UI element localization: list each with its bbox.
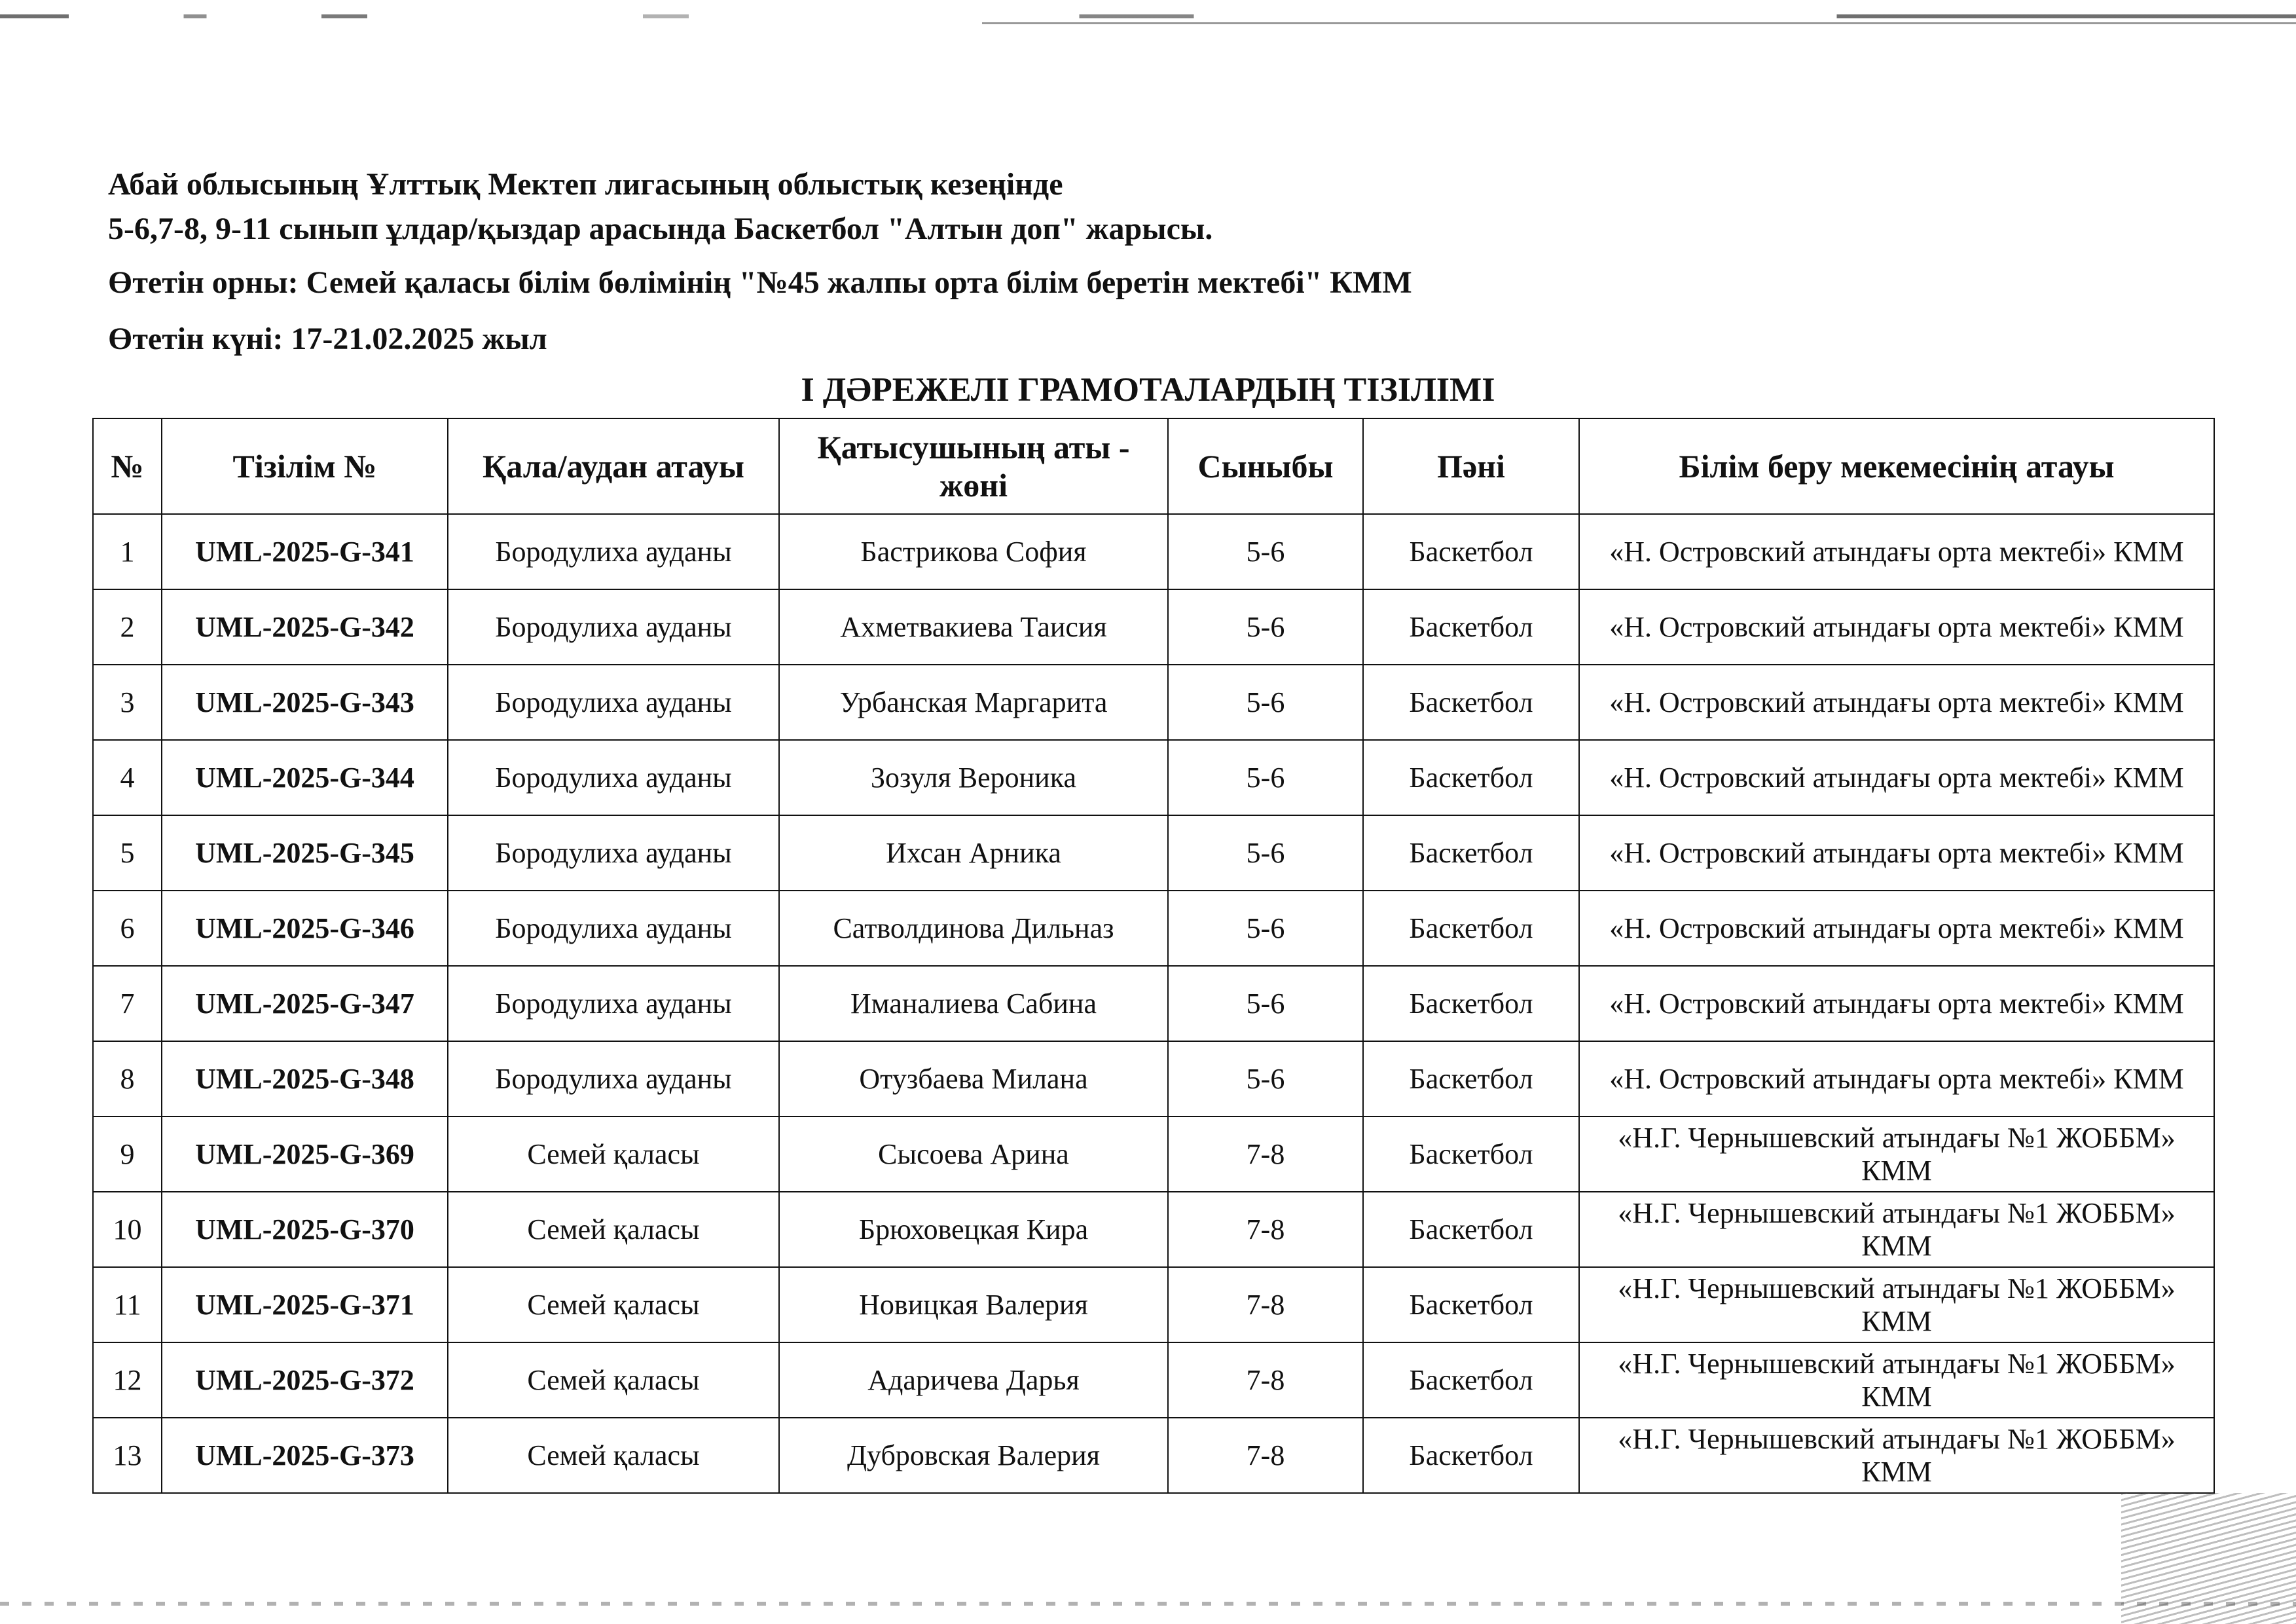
cell-name: Ахметвакиева Таисия xyxy=(779,589,1168,665)
cell-reg: UML-2025-G-369 xyxy=(162,1116,448,1192)
cell-district: Бородулиха ауданы xyxy=(448,966,779,1041)
cell-reg: UML-2025-G-348 xyxy=(162,1041,448,1116)
cell-subject: Баскетбол xyxy=(1363,740,1579,815)
cell-n: 5 xyxy=(93,815,162,891)
table-row xyxy=(93,1418,2214,1493)
table-row xyxy=(93,1342,2214,1418)
cell-name: Адаричева Дарья xyxy=(779,1342,1168,1418)
cell-subject: Баскетбол xyxy=(1363,1418,1579,1493)
cell-reg: UML-2025-G-372 xyxy=(162,1342,448,1418)
cell-subject: Баскетбол xyxy=(1363,1342,1579,1418)
cell-district: Семей қаласы xyxy=(448,1116,779,1192)
cell-subject: Баскетбол xyxy=(1363,891,1579,966)
cell-subject: Баскетбол xyxy=(1363,1116,1579,1192)
cell-grade: 7-8 xyxy=(1168,1192,1363,1267)
header-line-1: Абай облысының Ұлттық Мектеп лигасының облыстық кезеңінде xyxy=(108,167,1063,202)
table-header-row xyxy=(93,418,2214,514)
cell-org: «Н. Островский атындағы орта мектебі» КММ xyxy=(1579,1041,2214,1116)
table-row xyxy=(93,1041,2214,1116)
cell-district: Бородулиха ауданы xyxy=(448,1041,779,1116)
table-row xyxy=(93,1192,2214,1267)
cell-district: Бородулиха ауданы xyxy=(448,891,779,966)
cell-org: «Н.Г. Чернышевский атындағы №1 ЖОББМ» КММ xyxy=(1579,1192,2214,1267)
cell-grade: 5-6 xyxy=(1168,665,1363,740)
cell-subject: Баскетбол xyxy=(1363,589,1579,665)
table-row xyxy=(93,1267,2214,1342)
cell-subject: Баскетбол xyxy=(1363,514,1579,589)
cell-org: «Н. Островский атындағы орта мектебі» КММ xyxy=(1579,589,2214,665)
cell-org: «Н.Г. Чернышевский атындағы №1 ЖОББМ» КММ xyxy=(1579,1116,2214,1192)
cell-subject: Баскетбол xyxy=(1363,966,1579,1041)
table-row xyxy=(93,891,2214,966)
cell-district: Семей қаласы xyxy=(448,1192,779,1267)
cell-reg: UML-2025-G-373 xyxy=(162,1418,448,1493)
cell-reg: UML-2025-G-371 xyxy=(162,1267,448,1342)
cell-subject: Баскетбол xyxy=(1363,1267,1579,1342)
date-line: Өтетін күні: 17-21.02.2025 жыл xyxy=(108,322,547,356)
cell-n: 7 xyxy=(93,966,162,1041)
cell-name: Урбанская Маргарита xyxy=(779,665,1168,740)
cell-reg: UML-2025-G-344 xyxy=(162,740,448,815)
cell-org: «Н.Г. Чернышевский атындағы №1 ЖОББМ» КММ xyxy=(1579,1418,2214,1493)
cell-reg: UML-2025-G-347 xyxy=(162,966,448,1041)
cell-district: Бородулиха ауданы xyxy=(448,514,779,589)
cell-name: Ихсан Арника xyxy=(779,815,1168,891)
column-header: Пәні xyxy=(1363,418,1579,514)
cell-district: Бородулиха ауданы xyxy=(448,665,779,740)
cell-org: «Н.Г. Чернышевский атындағы №1 ЖОББМ» КММ xyxy=(1579,1342,2214,1418)
cell-org: «Н. Островский атындағы орта мектебі» КММ xyxy=(1579,740,2214,815)
cell-name: Новицкая Валерия xyxy=(779,1267,1168,1342)
column-header: № xyxy=(93,418,162,514)
cell-subject: Баскетбол xyxy=(1363,815,1579,891)
cell-n: 11 xyxy=(93,1267,162,1342)
cell-subject: Баскетбол xyxy=(1363,1192,1579,1267)
cell-grade: 5-6 xyxy=(1168,740,1363,815)
column-header: Тізілім № xyxy=(162,418,448,514)
cell-org: «Н. Островский атындағы орта мектебі» КММ xyxy=(1579,514,2214,589)
cell-subject: Баскетбол xyxy=(1363,665,1579,740)
cell-org: «Н. Островский атындағы орта мектебі» КММ xyxy=(1579,891,2214,966)
cell-n: 9 xyxy=(93,1116,162,1192)
cell-grade: 7-8 xyxy=(1168,1342,1363,1418)
scan-artifact-top-line xyxy=(982,22,2296,24)
column-header: Білім беру мекемесінің атауы xyxy=(1579,418,2214,514)
cell-grade: 5-6 xyxy=(1168,891,1363,966)
table-row xyxy=(93,514,2214,589)
cell-reg: UML-2025-G-370 xyxy=(162,1192,448,1267)
column-header: Қатысушының аты - жөні xyxy=(779,418,1168,514)
cell-grade: 5-6 xyxy=(1168,815,1363,891)
cell-name: Отузбаева Милана xyxy=(779,1041,1168,1116)
table-row xyxy=(93,665,2214,740)
cell-grade: 7-8 xyxy=(1168,1418,1363,1493)
table-row xyxy=(93,1116,2214,1192)
cell-n: 8 xyxy=(93,1041,162,1116)
cell-org: «Н. Островский атындағы орта мектебі» КММ xyxy=(1579,815,2214,891)
document-title: I ДӘРЕЖЕЛІ ГРАМОТАЛАРДЫҢ ТІЗІЛІМІ xyxy=(801,371,1495,409)
cell-n: 10 xyxy=(93,1192,162,1267)
cell-grade: 5-6 xyxy=(1168,514,1363,589)
table-row xyxy=(93,966,2214,1041)
cell-name: Зозуля Вероника xyxy=(779,740,1168,815)
cell-district: Семей қаласы xyxy=(448,1418,779,1493)
cell-name: Бастрикова София xyxy=(779,514,1168,589)
cell-org: «Н. Островский атындағы орта мектебі» КММ xyxy=(1579,966,2214,1041)
cell-n: 2 xyxy=(93,589,162,665)
cell-org: «Н. Островский атындағы орта мектебі» КММ xyxy=(1579,665,2214,740)
table-row xyxy=(93,815,2214,891)
scan-artifact-corner xyxy=(2121,1493,2296,1624)
column-header: Сыныбы xyxy=(1168,418,1363,514)
cell-district: Бородулиха ауданы xyxy=(448,815,779,891)
cell-reg: UML-2025-G-346 xyxy=(162,891,448,966)
cell-org: «Н.Г. Чернышевский атындағы №1 ЖОББМ» КММ xyxy=(1579,1267,2214,1342)
cell-reg: UML-2025-G-342 xyxy=(162,589,448,665)
cell-district: Бородулиха ауданы xyxy=(448,589,779,665)
cell-grade: 5-6 xyxy=(1168,589,1363,665)
cell-grade: 7-8 xyxy=(1168,1116,1363,1192)
cell-n: 12 xyxy=(93,1342,162,1418)
cell-district: Бородулиха ауданы xyxy=(448,740,779,815)
cell-name: Сысоева Арина xyxy=(779,1116,1168,1192)
cell-district: Семей қаласы xyxy=(448,1342,779,1418)
cell-n: 1 xyxy=(93,514,162,589)
cell-reg: UML-2025-G-341 xyxy=(162,514,448,589)
cell-n: 4 xyxy=(93,740,162,815)
cell-grade: 5-6 xyxy=(1168,966,1363,1041)
cell-grade: 7-8 xyxy=(1168,1267,1363,1342)
column-header: Қала/аудан атауы xyxy=(448,418,779,514)
cell-grade: 5-6 xyxy=(1168,1041,1363,1116)
header-line-2: 5-6,7-8, 9-11 сынып ұлдар/қыздар арасында Баскетбол "Алтын доп" жарысы. xyxy=(108,212,1213,246)
cell-subject: Баскетбол xyxy=(1363,1041,1579,1116)
cell-name: Брюховецкая Кира xyxy=(779,1192,1168,1267)
cell-n: 3 xyxy=(93,665,162,740)
table-row xyxy=(93,740,2214,815)
table-row xyxy=(93,589,2214,665)
cell-name: Сатволдинова Дильназ xyxy=(779,891,1168,966)
cell-n: 6 xyxy=(93,891,162,966)
cell-district: Семей қаласы xyxy=(448,1267,779,1342)
cell-name: Иманалиева Сабина xyxy=(779,966,1168,1041)
certificate-registry-table xyxy=(92,418,2215,1494)
cell-reg: UML-2025-G-345 xyxy=(162,815,448,891)
venue-line: Өтетін орны: Семей қаласы білім бөлімінің "№45 жалпы орта білім беретін мектебі" КММ xyxy=(108,265,1412,300)
cell-reg: UML-2025-G-343 xyxy=(162,665,448,740)
scan-artifact-bottom xyxy=(0,1602,2296,1606)
scan-artifact-top xyxy=(0,14,2296,18)
cell-name: Дубровская Валерия xyxy=(779,1418,1168,1493)
cell-n: 13 xyxy=(93,1418,162,1493)
